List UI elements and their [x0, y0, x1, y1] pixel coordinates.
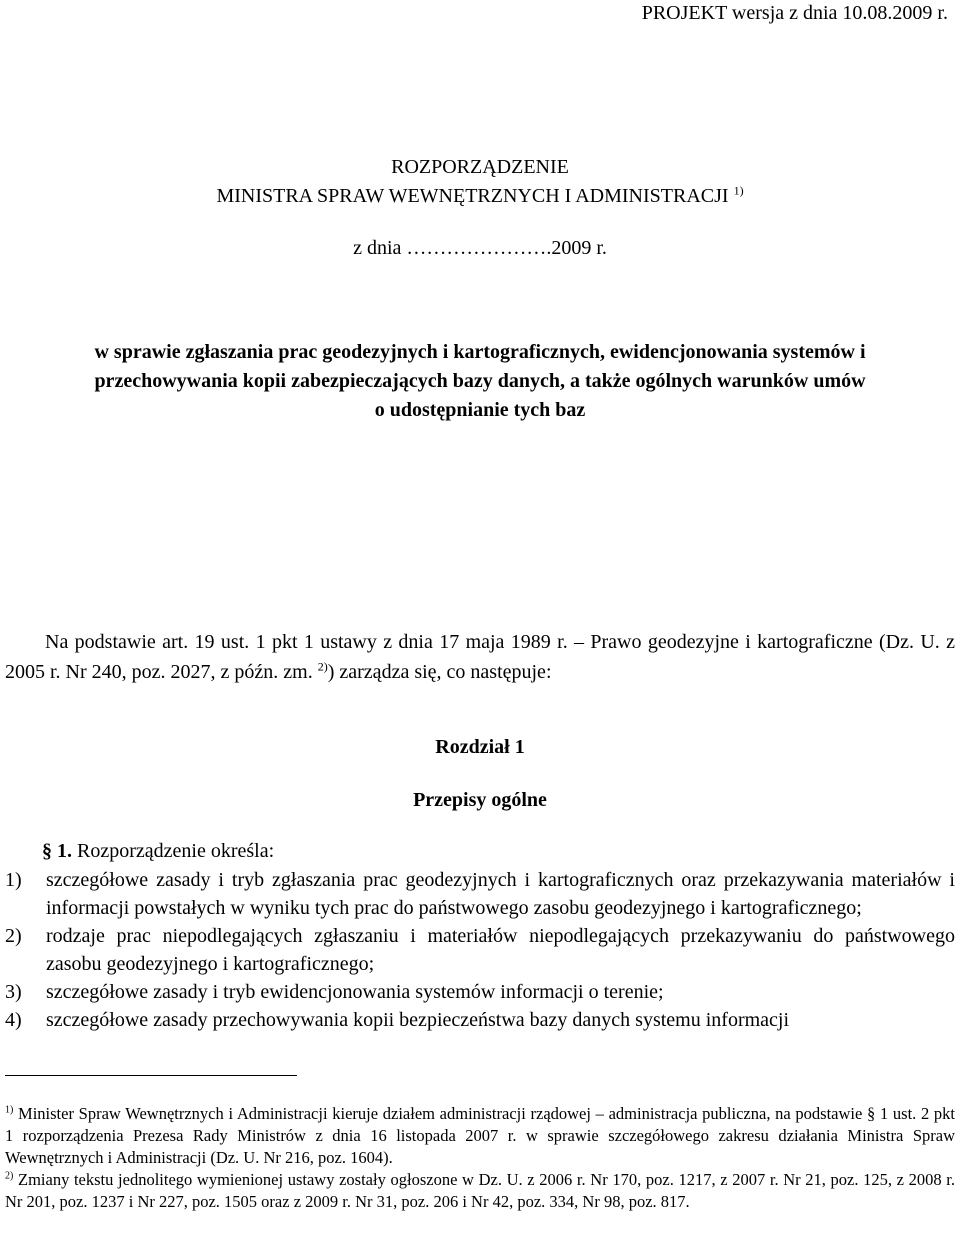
preamble-text-end: ) zarządza się, co następuje: — [327, 661, 552, 683]
footnote-2-text: Zmiany tekstu jednolitego wymienionej ustawy zostały ogłoszone w Dz. U. z 2006 r. Nr 170, poz. 1217, z 2007 r. Nr 21, poz. 125, z 2008 r. Nr 201, poz. 1237 i Nr 227, poz. 1505 oraz z 2009 r. Nr 31, poz. 206 i Nr 42, poz. 334, Nr 98, poz. 817. — [5, 1170, 956, 1211]
list-item-number: 4) — [5, 1009, 22, 1031]
subject-line-2: przechowywania kopii zabezpieczających bazy danych, a także ogólnych warunków umów — [94, 370, 866, 392]
subject-line-3: o udostępnianie tych baz — [374, 399, 586, 421]
footnote-2-mark: 2) — [5, 1170, 14, 1182]
subject-line-1: w sprawie zgłaszania prac geodezyjnych i kartograficznych, ewidencjonowania systemów i — [94, 341, 866, 363]
section-1-list — [5, 866, 955, 1034]
list-item-text: szczegółowe zasady i tryb ewidencjonowania systemów informacji o terenie; — [46, 981, 664, 1003]
list-item-number: 1) — [5, 869, 22, 891]
list-item-number: 2) — [5, 925, 22, 947]
footnote-ref-2: 2) — [317, 659, 328, 674]
issuing-authority-text: MINISTRA SPRAW WEWNĘTRZNYCH I ADMINISTRACJI — [216, 185, 729, 207]
list-item — [5, 866, 955, 922]
regulation-subject — [0, 338, 960, 425]
list-item — [5, 978, 955, 1006]
chapter-title: Przepisy ogólne — [413, 789, 547, 811]
footnote-1-text: Minister Spraw Wewnętrznych i Administracji kieruje działem administracji rządowej – administracja publiczna, na podstawie § 1 ust. 2 pkt 1 rozporządzenia Prezesa Rady Ministrów z dnia 16 listopada 2007 r. w sprawie szczegółowego zakresu działania Ministra Spraw Wewnętrznych i Administracji (Dz. U. Nr 216, poz. 1604). — [5, 1104, 956, 1167]
footnote-1 — [5, 1103, 955, 1169]
preamble-text: Na podstawie art. 19 ust. 1 pkt 1 ustawy z dnia 17 maja 1989 r. – Prawo geodezyjne i kartograficzne (Dz. U. z 2005 r. Nr 240, poz. 2027, z późn. zm. — [5, 631, 955, 683]
draft-version-label: PROJEKT wersja z dnia 10.08.2009 r. — [641, 2, 948, 24]
preamble — [5, 627, 955, 687]
list-item — [5, 922, 955, 978]
regulation-type: ROZPORZĄDZENIE — [391, 156, 569, 178]
regulation-title — [0, 153, 960, 211]
list-item-number: 3) — [5, 981, 22, 1003]
footnote-ref-1: 1) — [733, 183, 744, 198]
footnote-1-mark: 1) — [5, 1104, 14, 1116]
section-lead-text: Rozporządzenie określa: — [77, 840, 275, 862]
chapter-number: Rozdział 1 — [435, 736, 525, 758]
section-1-lead — [42, 838, 274, 864]
issuing-authority — [0, 182, 960, 211]
list-item-text: rodzaje prac niepodlegających zgłaszaniu i materiałów niepodlegających przekazywaniu do państwowego zasobu geodezyjnego i kartograficznego; — [46, 925, 955, 975]
regulation-date: z dnia ………………….2009 r. — [353, 237, 607, 259]
list-item — [5, 1006, 955, 1034]
footnote-2 — [5, 1169, 955, 1213]
list-item-text: szczegółowe zasady przechowywania kopii bezpieczeństwa bazy danych systemu informacji — [46, 1009, 790, 1031]
footnotes — [5, 1103, 955, 1213]
list-item-text: szczegółowe zasady i tryb zgłaszania prac geodezyjnych i kartograficznych oraz przekazywania materiałów i informacji powstałych w wyniku tych prac do państwowego zasobu geodezyjnego i kartograficznego; — [46, 869, 955, 919]
section-symbol: § 1. — [42, 840, 72, 862]
footnote-separator — [5, 1075, 297, 1076]
